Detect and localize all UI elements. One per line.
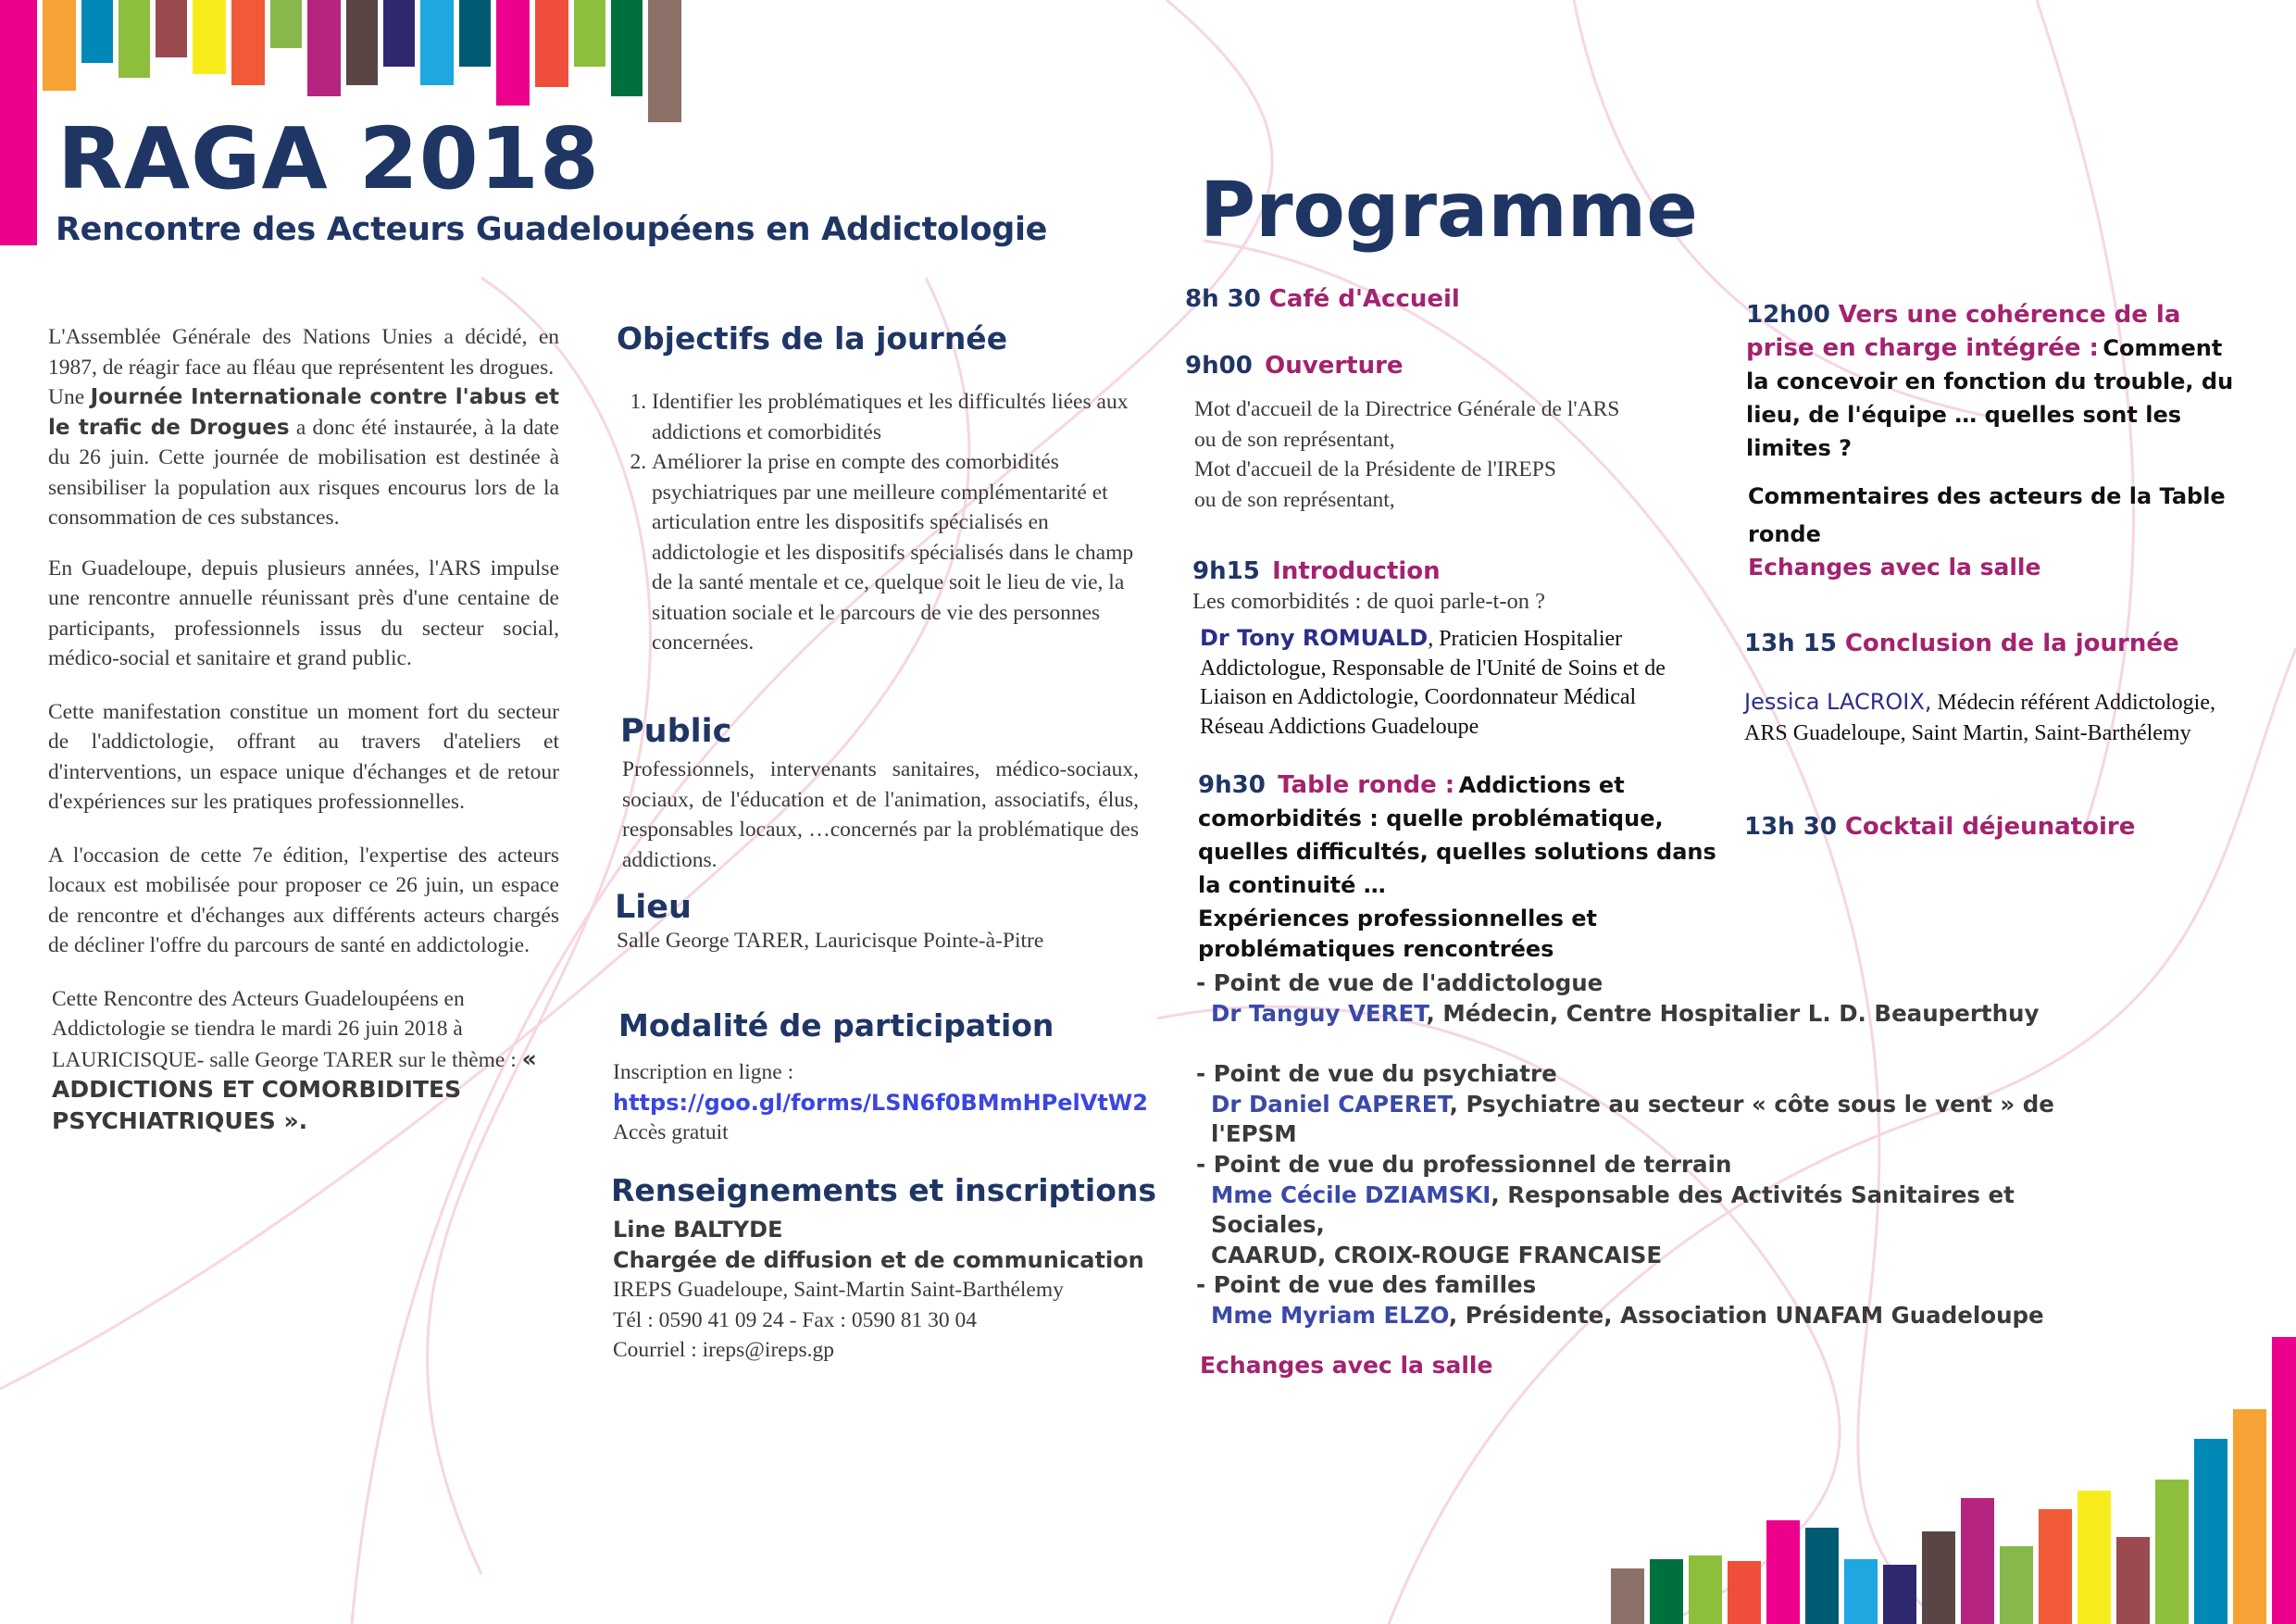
session-title: Table ronde : bbox=[1278, 771, 1455, 799]
top-bar-6 bbox=[193, 0, 226, 74]
top-bar-11 bbox=[383, 0, 415, 67]
intro-column bbox=[48, 322, 559, 1137]
intro-1b-pre: Une bbox=[48, 385, 91, 409]
modalite-block bbox=[613, 1057, 1168, 1148]
contact-phone: Tél : 0590 41 09 24 - Fax : 0590 81 30 04 bbox=[613, 1307, 977, 1332]
intro-5-theme: « ADDICTIONS ET COMORBIDITES PSYCHIATRIQUES ». bbox=[52, 1044, 537, 1134]
introduction-question: Les comorbidités : de quoi parle-t-on ? bbox=[1192, 589, 1545, 614]
speaker-role: , Praticien Hospitalier Addictologue, Responsable de l'Unité de Soins et de Liaison en Addictologie, Coordonnateur Médical Réseau Addictions Guadeloupe bbox=[1200, 627, 1666, 739]
programme-title: Programme bbox=[1200, 167, 1698, 255]
top-bar-18 bbox=[648, 0, 681, 122]
point-desc: , Psychiatre au secteur « côte sous le vent » de l'EPSM bbox=[1211, 1090, 2054, 1147]
bottom-bar-11 bbox=[2000, 1546, 2033, 1624]
table-ronde-text: Addictions et comorbidités : quelle problématique, quelles difficultés, quelles solutions dans la continuité … bbox=[1198, 772, 1716, 898]
point-desc-2: CAARUD, CROIX-ROUGE FRANCAISE bbox=[1211, 1241, 1663, 1268]
top-bar-7 bbox=[231, 0, 265, 85]
intro-1b-bold: Journée Internationale contre l'abus et le trafic de Drogues bbox=[48, 385, 560, 440]
intro-paragraph-4: A l'occasion de cette 7e édition, l'expertise des acteurs locaux est mobilisée pour proposer ce 26 juin, un espace de rencontre et d'échanges aux différents acteurs chargés de décliner l'offre du parcours de santé en addictologie. bbox=[48, 843, 559, 957]
session-title: Cocktail déjeunatoire bbox=[1844, 813, 2136, 841]
bottom-bar-10 bbox=[1961, 1498, 1994, 1624]
modalite-line-1: Inscription en ligne : bbox=[613, 1060, 794, 1084]
top-bar-12 bbox=[420, 0, 454, 85]
bottom-bar-1 bbox=[1611, 1568, 1644, 1624]
modalite-title: Modalité de participation bbox=[618, 1007, 1054, 1043]
ouverture-details bbox=[1194, 394, 1713, 515]
renseignements-title: Renseignements et inscriptions bbox=[611, 1172, 1157, 1208]
bottom-bar-7 bbox=[1844, 1559, 1878, 1624]
top-bar-4 bbox=[119, 0, 150, 78]
modalite-line-3: Accès gratuit bbox=[613, 1120, 729, 1144]
bottom-bar-6 bbox=[1805, 1528, 1839, 1624]
point-heading: - Point de vue du psychiatre bbox=[1196, 1060, 1557, 1087]
intro-paragraph-2: En Guadeloupe, depuis plusieurs années, l'ARS impulse une rencontre annuelle réunissant près d'une centaine de participants, professionnels issus du secteur social, médico-social et sanitaire et grand public. bbox=[48, 556, 559, 670]
bottom-bar-15 bbox=[2155, 1480, 2189, 1624]
session-time: 9h15 bbox=[1192, 557, 1260, 585]
top-bar-16 bbox=[574, 0, 605, 67]
objectif-item-1: 1. Identifier les problématiques et les difficultés liées aux addictions et comorbidités bbox=[652, 387, 1144, 447]
top-bar-13 bbox=[459, 0, 491, 67]
intro-paragraph-1: L'Assemblée Générale des Nations Unies a décidé, en 1987, de réagir face au fléau que représentent les drogues. bbox=[48, 325, 559, 380]
registration-link[interactable]: https://goo.gl/forms/LSN6f0BMmHPelVtW2 bbox=[613, 1089, 1148, 1116]
conclusion-speaker-block bbox=[1744, 687, 2226, 749]
bottom-bar-14 bbox=[2116, 1537, 2150, 1624]
bottom-color-bars bbox=[1611, 1333, 2296, 1624]
speaker-name: Dr Tony ROMUALD bbox=[1200, 625, 1429, 651]
point-de-vue-2 bbox=[1196, 1059, 2122, 1150]
lieu-text: Salle George TARER, Lauricisque Pointe-à-Pitre bbox=[617, 929, 1044, 953]
point-heading: - Point de vue de l'addictologue bbox=[1196, 969, 1603, 996]
lieu-title: Lieu bbox=[615, 889, 692, 926]
point-speaker: Dr Daniel CAPERET bbox=[1211, 1090, 1450, 1118]
objectifs-title: Objectifs de la journée bbox=[617, 320, 1008, 356]
session-time: 13h 15 bbox=[1744, 630, 1837, 657]
point-desc: , Médecin, Centre Hospitalier L. D. Beauperthuy bbox=[1426, 999, 2040, 1027]
bottom-bar-18 bbox=[2272, 1337, 2296, 1624]
point-desc: , Présidente, Association UNAFAM Guadeloupe bbox=[1448, 1301, 2044, 1329]
session-time: 9h30 bbox=[1198, 771, 1266, 799]
contact-name: Line BALTYDE bbox=[613, 1217, 783, 1243]
bottom-bar-8 bbox=[1883, 1565, 1916, 1624]
point-de-vue-3 bbox=[1196, 1150, 2122, 1270]
renseignements-block bbox=[613, 1215, 1168, 1366]
top-bar-10 bbox=[346, 0, 378, 85]
intro-paragraph-5 bbox=[48, 984, 559, 1138]
speaker-name: Jessica LACROIX, bbox=[1744, 689, 1932, 715]
point-speaker: Dr Tanguy VERET bbox=[1211, 999, 1427, 1027]
objectifs-list bbox=[617, 387, 1144, 658]
point-de-vue-1 bbox=[1196, 968, 2122, 1029]
top-bar-8 bbox=[270, 0, 302, 48]
point-speaker: Mme Myriam ELZO bbox=[1211, 1301, 1449, 1329]
intro-5-text: Cette Rencontre des Acteurs Guadeloupéens en Addictologie se tiendra le mardi 26 juin 2018 à LAURICISQUE- salle George TARER sur le thème : bbox=[52, 986, 522, 1072]
session-table-ronde bbox=[1198, 770, 1716, 965]
session-ouverture bbox=[1185, 352, 1404, 380]
ouverture-line: Mot d'accueil de la Directrice Générale de l'ARS bbox=[1194, 397, 1620, 421]
session-introduction bbox=[1192, 557, 1441, 585]
session-title: Vers une cohérence de la prise en charge intégrée : bbox=[1746, 301, 2181, 362]
page-title: RAGA 2018 bbox=[57, 109, 600, 208]
bottom-bar-17 bbox=[2233, 1409, 2266, 1624]
top-bar-15 bbox=[535, 0, 568, 87]
contact-email: Courriel : ireps@ireps.gp bbox=[613, 1338, 834, 1362]
top-bar-1 bbox=[0, 0, 37, 245]
point-de-vue-4 bbox=[1196, 1270, 2122, 1330]
coherence-text: Comment la concevoir en fonction du trouble, du lieu, de l'équipe … quelles sont les limites ? bbox=[1746, 335, 2234, 461]
bottom-bar-12 bbox=[2039, 1509, 2072, 1624]
echanges-salle-2: Echanges avec la salle bbox=[1748, 554, 2041, 581]
session-time: 9h00 bbox=[1185, 352, 1253, 380]
point-speaker: Mme Cécile DZIAMSKI bbox=[1211, 1181, 1491, 1208]
top-bar-5 bbox=[156, 0, 187, 57]
session-time: 12h00 bbox=[1746, 301, 1830, 329]
contact-role: Chargée de diffusion et de communication bbox=[613, 1246, 1144, 1273]
session-accueil bbox=[1185, 285, 1460, 313]
public-title: Public bbox=[620, 713, 732, 750]
intro-paragraph-3: Cette manifestation constitue un moment fort du secteur de l'addictologie, offrant au travers d'ateliers et d'interventions, un espace unique d'échanges et de retour d'expériences sur les pratiques professionnelles. bbox=[48, 699, 559, 814]
session-title: Café d'Accueil bbox=[1268, 285, 1460, 313]
session-time: 13h 30 bbox=[1744, 813, 1837, 841]
bottom-bar-13 bbox=[2078, 1491, 2111, 1624]
top-bar-14 bbox=[496, 0, 530, 106]
point-heading: - Point de vue des familles bbox=[1196, 1271, 1537, 1298]
public-text: Professionnels, intervenants sanitaires, médico-sociaux, sociaux, de l'éducation et de l'animation, associatifs, élus, responsables locaux, …concernés par la problématique des addictions. bbox=[622, 757, 1139, 872]
contact-org: IREPS Guadeloupe, Saint-Martin Saint-Barthélemy bbox=[613, 1278, 1064, 1302]
ouverture-line: ou de son représentant, bbox=[1194, 487, 1395, 512]
bottom-bar-9 bbox=[1922, 1531, 1955, 1624]
ouverture-line: ou de son représentant, bbox=[1194, 427, 1395, 452]
top-bar-3 bbox=[81, 0, 113, 63]
point-desc: , Responsable des Activités Sanitaires et Sociales, bbox=[1211, 1181, 2015, 1238]
objectifs-list-wrap bbox=[617, 387, 1144, 658]
bottom-bar-2 bbox=[1650, 1559, 1683, 1624]
session-title: Conclusion de la journée bbox=[1844, 630, 2179, 657]
speaker-role: Médecin référent Addictologie, ARS Guadeloupe, Saint Martin, Saint-Barthélemy bbox=[1744, 691, 2216, 745]
session-title: Ouverture bbox=[1265, 352, 1404, 380]
session-cocktail bbox=[1744, 813, 2135, 841]
top-bar-17 bbox=[611, 0, 643, 96]
intro-1b-post: a donc été instaurée, à la date du 26 juin. Cette journée de mobilisation est destinée à sensibiliser la population aux risques encourus lors de la consommation de ces substances. bbox=[48, 415, 559, 530]
bottom-bar-3 bbox=[1689, 1555, 1722, 1624]
session-coherence bbox=[1746, 300, 2237, 467]
point-heading: - Point de vue du professionnel de terrain bbox=[1196, 1151, 1732, 1178]
introduction-speaker-block bbox=[1200, 624, 1700, 742]
page-subtitle: Rencontre des Acteurs Guadeloupéens en Addictologie bbox=[56, 211, 1048, 248]
session-title: Introduction bbox=[1272, 557, 1441, 585]
top-bar-9 bbox=[307, 0, 341, 96]
bottom-bar-5 bbox=[1766, 1520, 1800, 1624]
objectif-item-2: 2. Améliorer la prise en compte des comorbidités psychiatriques par une meilleure complémentarité et articulation entre les dispositifs spécialisés en addictologie et les dispositifs spécialisés dans le champ de la santé mentale et ce, quelque soit le lieu de vie, la situation sociale et le parcours de vie des personnes concernées. bbox=[652, 447, 1144, 658]
ouverture-line: Mot d'accueil de la Présidente de l'IREPS bbox=[1194, 457, 1556, 481]
table-ronde-subtitle: Expériences professionnelles et problématiques rencontrées bbox=[1198, 906, 1597, 962]
commentaires-table-ronde: Commentaires des acteurs de la Table ronde bbox=[1748, 483, 2226, 547]
session-time: 8h 30 bbox=[1185, 285, 1261, 313]
echanges-salle-1: Echanges avec la salle bbox=[1200, 1352, 1493, 1379]
top-bar-2 bbox=[43, 0, 76, 91]
bottom-bar-4 bbox=[1728, 1561, 1761, 1624]
session-conclusion bbox=[1744, 630, 2179, 657]
intro-paragraph-1b bbox=[48, 382, 559, 533]
bottom-bar-16 bbox=[2194, 1439, 2227, 1624]
